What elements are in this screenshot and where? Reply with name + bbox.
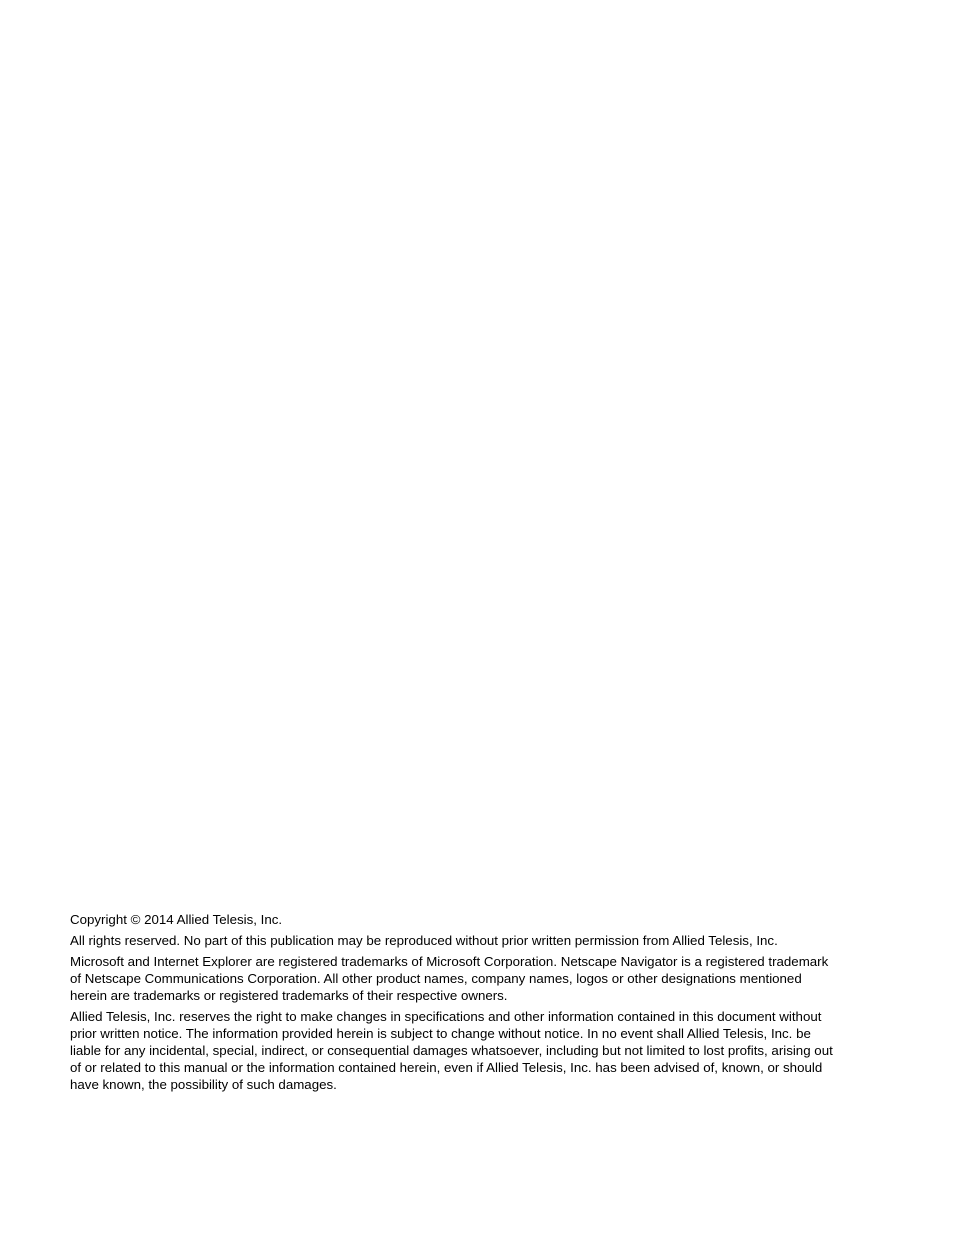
- legal-notice: [70, 911, 840, 1097]
- disclaimer-statement: Allied Telesis, Inc. reserves the right to make changes in specifications and other information contained in this document without prior written notice. The information provided herein is subject to change without notice. In no event shall Allied Telesis, Inc. be liable for any incidental, special, indirect, or consequential damages whatsoever, including but not limited to lost profits, arising out of or related to this manual or the information contained herein, even if Allied Telesis, Inc. has been advised of, known, or should have known, the possibility of such damages.: [70, 1009, 833, 1092]
- copyright-line: Copyright © 2014 Allied Telesis, Inc.: [70, 912, 283, 927]
- trademark-statement: Microsoft and Internet Explorer are registered trademarks of Microsoft Corporation. Netscape Navigator is a registered trademark of Netscape Communications Corporation. All other product names, company names, logos or other designations mentioned herein are trademarks or registered trademarks of their respective owners.: [70, 954, 829, 1003]
- rights-statement: All rights reserved. No part of this publication may be reproduced without prior written permission from Allied Telesis, Inc.: [70, 933, 778, 948]
